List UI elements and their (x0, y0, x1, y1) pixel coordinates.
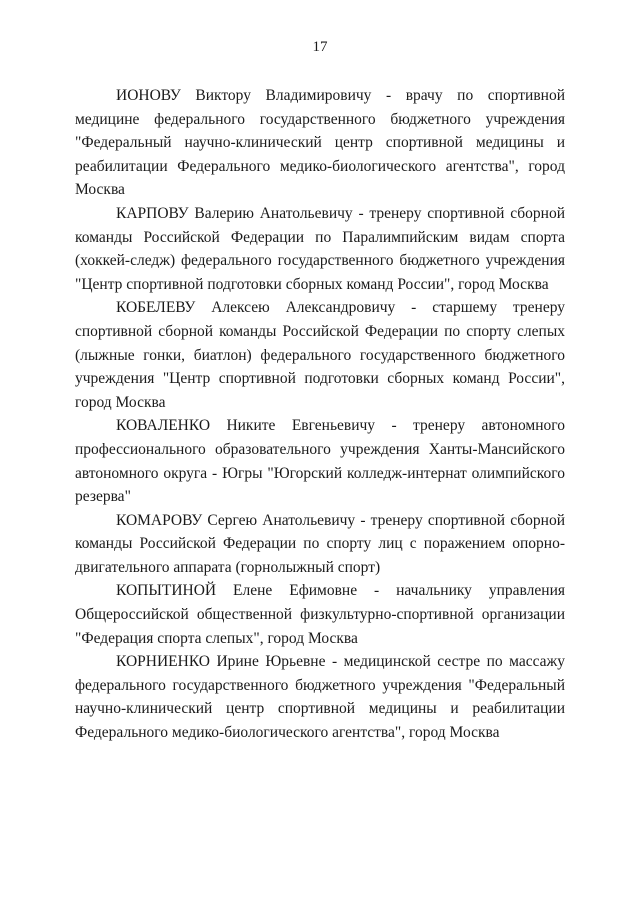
award-entry-komarov: КОМАРОВУ Сергею Анатольевичу - тренеру спортивной сборной команды Российской Федерации по спорту лиц с поражением опорно-двигательного аппарата (горнолыжный спорт) (75, 511, 565, 576)
award-entry-kobelev: КОБЕЛЕВУ Алексею Александровичу - старшему тренеру спортивной сборной команды Российской Федерации по спорту слепых (лыжные гонки, биатлон) федерального государственного бюджетного учреждения "Центр спортивной подготовки сборных команд России", город Москва (75, 299, 565, 411)
award-entry-karpov: КАРПОВУ Валерию Анатольевичу - тренеру спортивной сборной команды Российской Федерации по Паралимпийским видам спорта (хоккей-следж) федерального государственного бюджетного учреждения "Центр спортивной подготовки сборных команд России", город Москва (75, 204, 565, 293)
award-entry-kornienko: КОРНИЕНКО Ирине Юрьевне - медицинской сестре по массажу федерального государственного бюджетного учреждения "Федеральный научно-клинический центр спортивной медицины и реабилитации Федерального медико-биологического агентства", город Москва (75, 653, 565, 742)
award-entry-kopytina: КОПЫТИНОЙ Елене Ефимовне - начальнику управления Общероссийской общественной физкультурно-спортивной организации "Федерация спорта слепых", город Москва (75, 582, 565, 647)
award-entry-ionov: ИОНОВУ Виктору Владимировичу - врачу по спортивной медицине федерального государственного бюджетного учреждения "Федеральный научно-клинический центр спортивной медицины и реабилитации Федерального медико-биологического агентства", город Москва (75, 87, 565, 199)
award-entry-kovalenko: КОВАЛЕНКО Никите Евгеньевичу - тренеру автономного профессионального образовательного учреждения Ханты-Мансийского автономного округа - Югры "Югорский колледж-интернат олимпийского резерва" (75, 417, 565, 506)
award-list (75, 84, 565, 745)
page-number: 17 (312, 39, 328, 55)
